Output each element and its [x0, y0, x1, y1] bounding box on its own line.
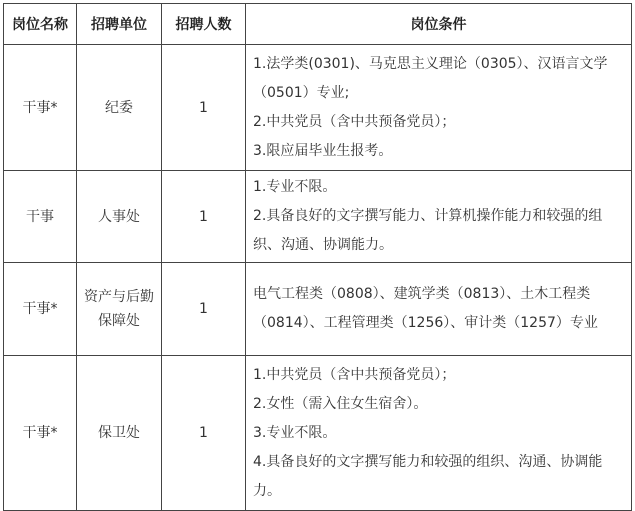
position-cell: 干事*	[4, 263, 77, 356]
conditions-cell	[246, 263, 632, 356]
conditions-cell	[246, 171, 632, 263]
table-header-row	[4, 4, 632, 45]
header-conditions: 岗位条件	[246, 4, 632, 45]
condition-line: 2.具备良好的文字撰写能力、计算机操作能力和较强的组织、沟通、协调能力。	[253, 208, 603, 253]
condition-line: 2.女性（需入住女生宿舍）。	[253, 395, 428, 412]
condition-line: 1.法学类(0301)、马克思主义理论（0305）、汉语言文学（0501）专业;	[253, 55, 608, 101]
condition-line: 电气工程类（0808）、建筑学类（0813）、土木工程类（0814）、工程管理类（1256）、审计类（1257）专业	[253, 286, 598, 331]
table-row	[4, 45, 632, 171]
count-cell: 1	[162, 45, 246, 171]
unit-text: 保卫处	[98, 425, 140, 441]
unit-cell	[77, 263, 162, 356]
header-unit: 招聘单位	[77, 4, 162, 45]
condition-line: 1.专业不限。	[253, 179, 337, 195]
unit-text: 资产与后勤保障处	[84, 289, 154, 329]
condition-line: 3.限应届毕业生报考。	[253, 142, 393, 159]
header-position: 岗位名称	[4, 4, 77, 45]
unit-cell	[77, 171, 162, 263]
condition-line: 1.中共党员（含中共预备党员）；	[253, 366, 456, 383]
header-count: 招聘人数	[162, 4, 246, 45]
conditions-cell	[246, 45, 632, 171]
unit-text: 人事处	[98, 208, 140, 225]
unit-cell	[77, 356, 162, 511]
condition-line: 2.中共党员（含中共预备党员）；	[253, 113, 456, 130]
table-row	[4, 171, 632, 263]
recruitment-table	[3, 3, 632, 511]
count-cell: 1	[162, 356, 246, 511]
position-cell: 干事*	[4, 356, 77, 511]
count-cell: 1	[162, 171, 246, 263]
condition-line: 4.具备良好的文字撰写能力和较强的组织、沟通、协调能力。	[253, 453, 603, 499]
condition-line: 3.专业不限。	[253, 424, 337, 441]
table-row	[4, 356, 632, 511]
unit-text: 纪委	[105, 99, 133, 116]
conditions-cell	[246, 356, 632, 511]
position-cell: 干事	[4, 171, 77, 263]
unit-cell	[77, 45, 162, 171]
count-cell: 1	[162, 263, 246, 356]
position-cell: 干事*	[4, 45, 77, 171]
table-row	[4, 263, 632, 356]
